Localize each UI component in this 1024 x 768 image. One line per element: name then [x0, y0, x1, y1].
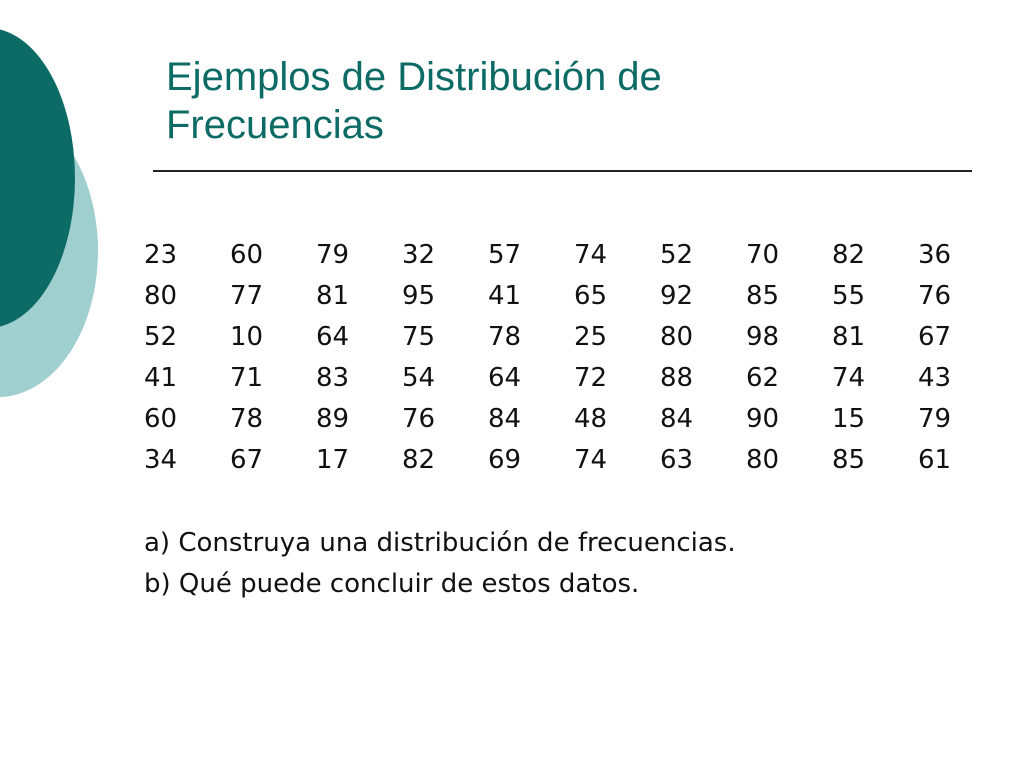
table-cell: 60: [230, 239, 264, 270]
table-cell: 74: [574, 239, 608, 270]
table-cell: 10: [230, 321, 264, 352]
table-cell: 60: [144, 403, 178, 434]
title-line-1: Ejemplos de Distribución de: [166, 55, 662, 99]
table-cell: 69: [488, 444, 522, 475]
title-line-2: Frecuencias: [166, 103, 384, 147]
table-row: [144, 439, 1004, 480]
table-cell: 41: [144, 362, 178, 393]
table-cell: 52: [144, 321, 178, 352]
table-cell: 92: [660, 280, 694, 311]
table-cell: 55: [832, 280, 866, 311]
table-cell: 63: [660, 444, 694, 475]
table-cell: 76: [918, 280, 952, 311]
table-cell: 64: [488, 362, 522, 393]
table-cell: 90: [746, 403, 780, 434]
table-cell: 52: [660, 239, 694, 270]
table-cell: 25: [574, 321, 608, 352]
table-cell: 43: [918, 362, 952, 393]
title-divider: [153, 170, 972, 172]
table-cell: 82: [832, 239, 866, 270]
table-cell: 57: [488, 239, 522, 270]
question-item: a) Construya una distribución de frecuencias.: [144, 527, 736, 558]
table-cell: 79: [918, 403, 952, 434]
table-cell: 48: [574, 403, 608, 434]
table-cell: 70: [746, 239, 780, 270]
table-cell: 81: [832, 321, 866, 352]
table-row: [144, 275, 1004, 316]
table-cell: 67: [230, 444, 264, 475]
table-cell: 79: [316, 239, 350, 270]
table-cell: 34: [144, 444, 178, 475]
table-cell: 83: [316, 362, 350, 393]
table-cell: 85: [746, 280, 780, 311]
table-cell: 82: [402, 444, 436, 475]
table-cell: 80: [660, 321, 694, 352]
table-cell: 65: [574, 280, 608, 311]
table-cell: 32: [402, 239, 436, 270]
table-cell: 98: [746, 321, 780, 352]
table-cell: 89: [316, 403, 350, 434]
table-cell: 54: [402, 362, 436, 393]
table-cell: 85: [832, 444, 866, 475]
table-cell: 74: [574, 444, 608, 475]
table-cell: 84: [660, 403, 694, 434]
table-cell: 15: [832, 403, 866, 434]
table-cell: 17: [316, 444, 350, 475]
table-row: [144, 234, 1004, 275]
table-row: [144, 398, 1004, 439]
table-cell: 67: [918, 321, 952, 352]
table-cell: 62: [746, 362, 780, 393]
table-cell: 76: [402, 403, 436, 434]
table-cell: 72: [574, 362, 608, 393]
table-cell: 23: [144, 239, 178, 270]
table-cell: 80: [746, 444, 780, 475]
table-cell: 95: [402, 280, 436, 311]
table-cell: 77: [230, 280, 264, 311]
table-cell: 81: [316, 280, 350, 311]
table-cell: 61: [918, 444, 952, 475]
data-table: [144, 234, 1004, 480]
table-cell: 80: [144, 280, 178, 311]
table-cell: 64: [316, 321, 350, 352]
table-row: [144, 357, 1004, 398]
table-cell: 75: [402, 321, 436, 352]
table-cell: 74: [832, 362, 866, 393]
table-cell: 78: [488, 321, 522, 352]
slide-title: [166, 53, 966, 149]
table-cell: 88: [660, 362, 694, 393]
table-cell: 78: [230, 403, 264, 434]
table-cell: 36: [918, 239, 952, 270]
table-cell: 71: [230, 362, 264, 393]
table-row: [144, 316, 1004, 357]
table-cell: 84: [488, 403, 522, 434]
question-item: b) Qué puede concluir de estos datos.: [144, 568, 640, 599]
questions-list: [144, 522, 736, 604]
table-cell: 41: [488, 280, 522, 311]
